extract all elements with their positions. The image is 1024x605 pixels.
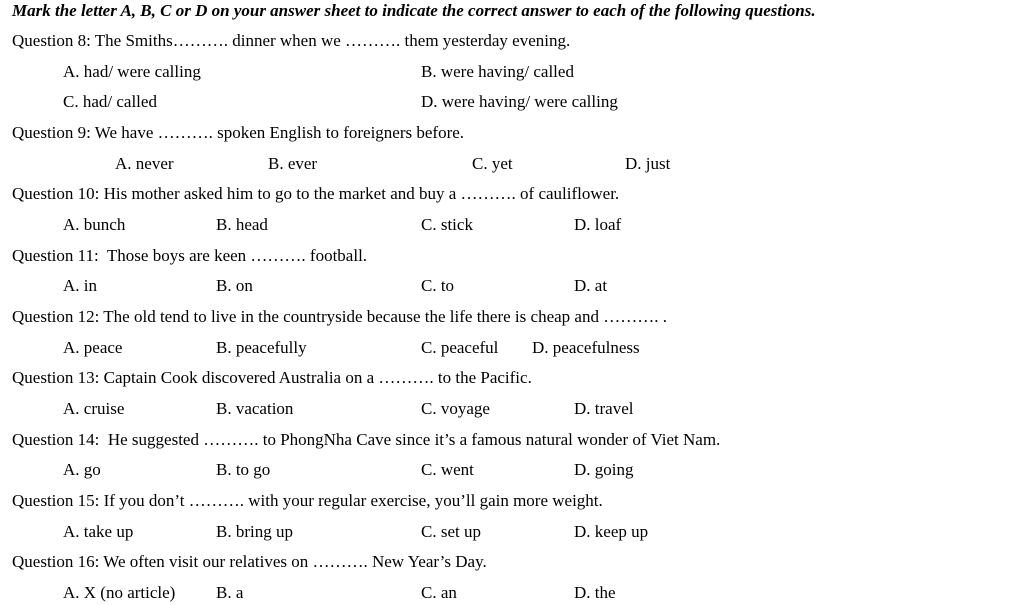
question-11-option-b[interactable]: B. on — [216, 276, 253, 295]
question-12-option-b[interactable]: B. peacefully — [216, 338, 307, 357]
question-12-option-a[interactable]: A. peace — [63, 338, 123, 357]
question-14-option-a[interactable]: A. go — [63, 460, 101, 479]
question-10-option-b[interactable]: B. head — [216, 215, 268, 234]
question-13-option-a[interactable]: A. cruise — [63, 399, 125, 418]
question-13-stem: Question 13: Captain Cook discovered Australia on a ………. to the Pacific. — [12, 368, 532, 387]
question-9-stem: Question 9: We have ………. spoken English to foreigners before. — [12, 123, 465, 142]
question-10-option-c[interactable]: C. stick — [421, 215, 473, 234]
question-16-option-c[interactable]: C. an — [421, 583, 457, 602]
instruction-text: Mark the letter A, B, C or D on your answer sheet to indicate the correct answer to each of the following questions. — [12, 1, 816, 20]
question-9-option-b[interactable]: B. ever — [268, 154, 318, 173]
question-9-option-d[interactable]: D. just — [625, 154, 671, 173]
question-11-option-d[interactable]: D. at — [574, 276, 608, 295]
question-16-option-b[interactable]: B. a — [216, 583, 244, 602]
question-15-option-c[interactable]: C. set up — [421, 522, 481, 541]
question-15-option-a[interactable]: A. take up — [63, 522, 134, 541]
question-9-option-a[interactable]: A. never — [115, 154, 174, 173]
question-8-option-c[interactable]: C. had/ called — [63, 92, 157, 111]
question-10-stem: Question 10: His mother asked him to go to the market and buy a ………. of cauliflower. — [12, 184, 620, 203]
question-8-option-a[interactable]: A. had/ were calling — [63, 62, 201, 81]
question-11-option-c[interactable]: C. to — [421, 276, 455, 295]
question-12-option-c[interactable]: C. peaceful — [421, 338, 499, 357]
question-8-option-d[interactable]: D. were having/ were calling — [421, 92, 618, 111]
question-16-stem: Question 16: We often visit our relatives on ………. New Year’s Day. — [12, 552, 487, 571]
question-12-option-d[interactable]: D. peacefulness — [532, 338, 640, 357]
question-8-option-b[interactable]: B. were having/ called — [421, 62, 574, 81]
question-16-option-d[interactable]: D. the — [574, 583, 616, 602]
question-11-option-a[interactable]: A. in — [63, 276, 97, 295]
question-15-option-d[interactable]: D. keep up — [574, 522, 649, 541]
question-14-option-c[interactable]: C. went — [421, 460, 474, 479]
question-12-stem: Question 12: The old tend to live in the countryside because the life there is cheap and ………. . — [12, 307, 667, 326]
question-13-option-b[interactable]: B. vacation — [216, 399, 294, 418]
question-9-option-c[interactable]: C. yet — [472, 154, 513, 173]
question-14-stem: Question 14: He suggested ………. to PhongNha Cave since it’s a famous natural wonder of Viet Nam. — [12, 430, 721, 449]
question-13-option-d[interactable]: D. travel — [574, 399, 634, 418]
question-15-stem: Question 15: If you don’t ………. with your regular exercise, you’ll gain more weight. — [12, 491, 603, 510]
question-13-option-c[interactable]: C. voyage — [421, 399, 490, 418]
question-11-stem: Question 11: Those boys are keen ………. football. — [12, 246, 368, 265]
question-15-option-b[interactable]: B. bring up — [216, 522, 293, 541]
question-10-option-d[interactable]: D. loaf — [574, 215, 622, 234]
question-14-option-d[interactable]: D. going — [574, 460, 634, 479]
question-10-option-a[interactable]: A. bunch — [63, 215, 126, 234]
question-16-option-a[interactable]: A. X (no article) — [63, 583, 176, 602]
question-8-stem: Question 8: The Smiths………. dinner when we ………. them yesterday evening. — [12, 31, 571, 50]
question-14-option-b[interactable]: B. to go — [216, 460, 271, 479]
